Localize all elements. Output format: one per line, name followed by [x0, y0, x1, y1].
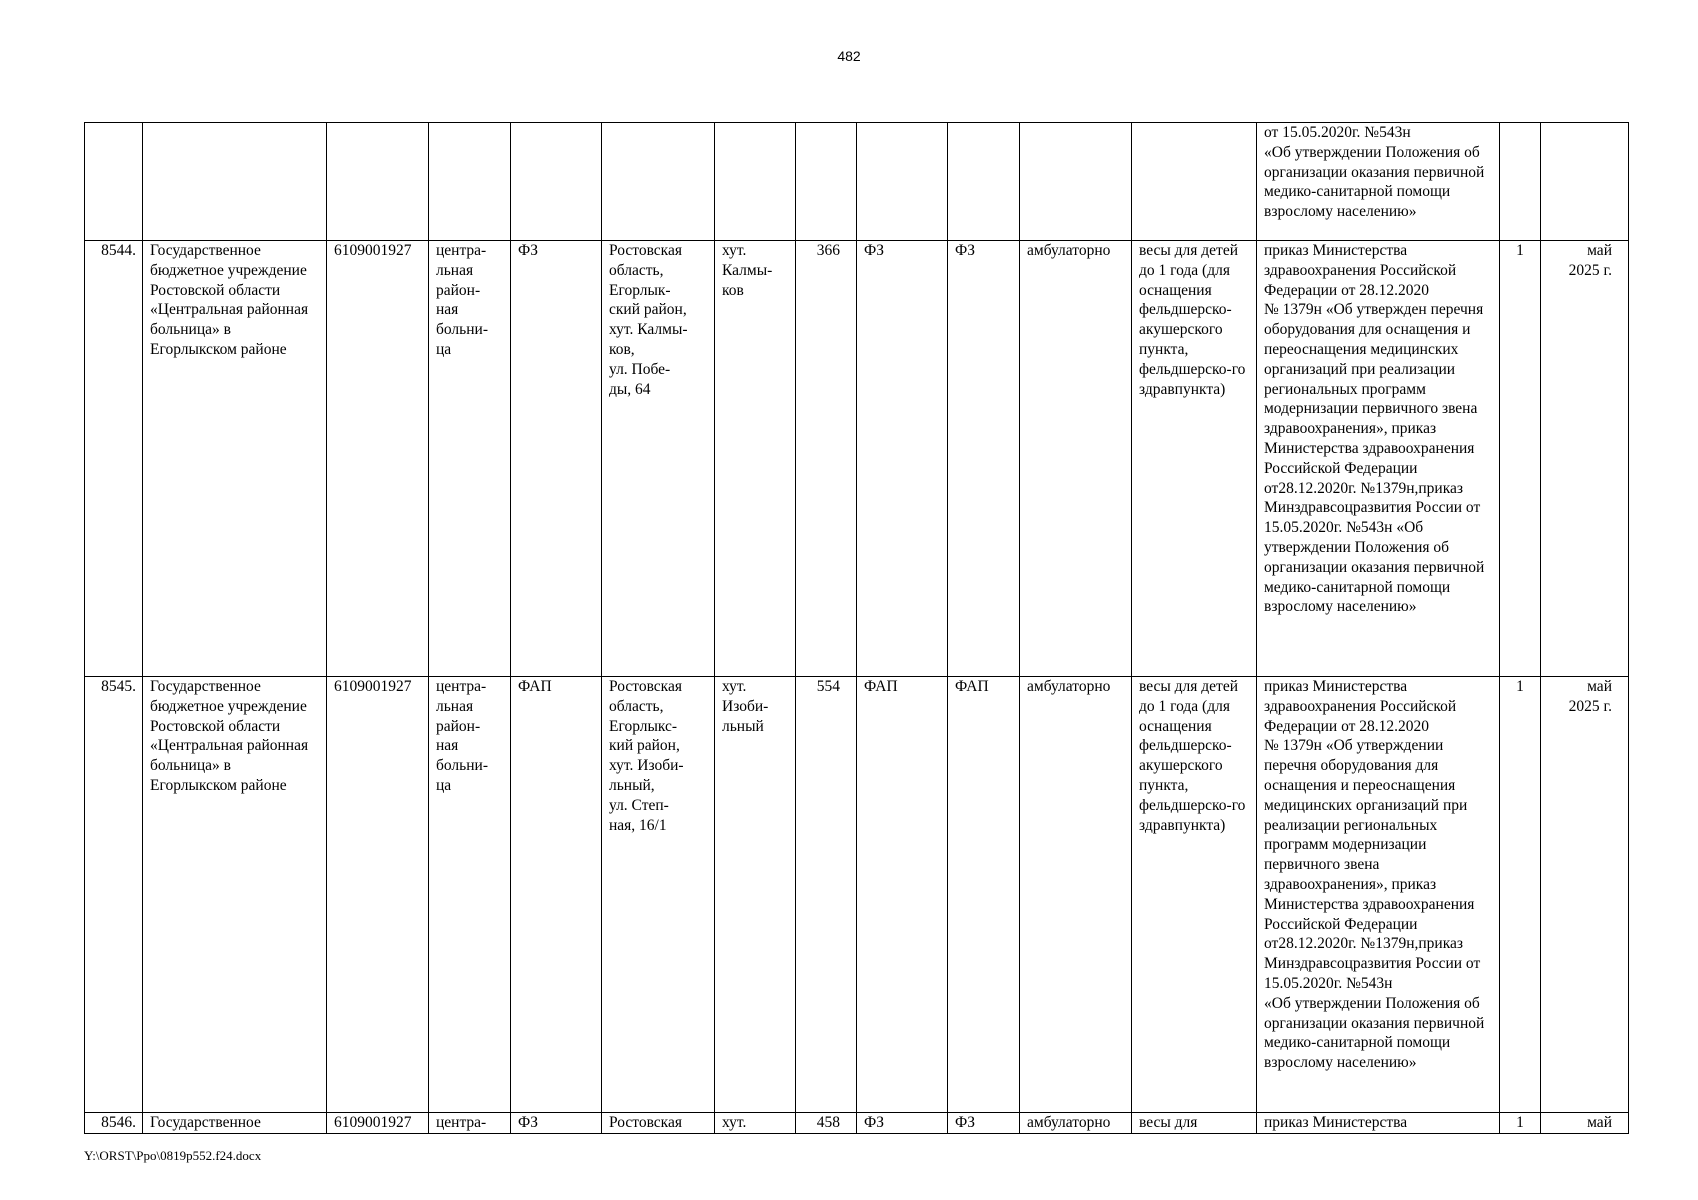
cell-inn	[327, 123, 429, 241]
cell-org: Государственное бюджетное учреждение Ростовской области «Центральная районная больница» в Егорлыкском районе	[143, 241, 327, 677]
cell-org: Государственное бюджетное учреждение Ростовской области «Центральная районная больница» в Егорлыкском районе	[143, 677, 327, 1113]
cell-unit2: ФАП	[857, 677, 948, 1113]
cell-qty: 1	[1500, 241, 1541, 677]
cell-unit3: ФАП	[948, 677, 1020, 1113]
cell-unit: ФЗ	[511, 241, 602, 677]
cell-unit2: ФЗ	[857, 1113, 948, 1134]
cell-org	[143, 123, 327, 241]
cell-mode: амбулаторно	[1020, 677, 1132, 1113]
cell-org: Государственное	[143, 1113, 327, 1134]
cell-mode: амбулаторно	[1020, 241, 1132, 677]
cell-type: центра- льная район- ная больни- ца	[429, 241, 511, 677]
cell-date	[1541, 123, 1629, 241]
equipment-table	[84, 122, 1629, 1134]
cell-type: центра- льная район- ная больни- ца	[429, 677, 511, 1113]
cell-unit: ФАП	[511, 677, 602, 1113]
table-row	[85, 677, 1629, 1113]
cell-population: 366	[796, 241, 857, 677]
cell-equipment: весы для детей до 1 года (для оснащения фельдшерско-акушерского пункта, фельдшерско-го здравпункта)	[1132, 677, 1257, 1113]
cell-type	[429, 123, 511, 241]
cell-mode: амбулаторно	[1020, 1113, 1132, 1134]
cell-inn: 6109001927	[327, 1113, 429, 1134]
cell-address	[602, 123, 715, 241]
cell-qty: 1	[1500, 677, 1541, 1113]
cell-settlement	[715, 123, 796, 241]
cell-settlement: хут. Изоби- льный	[715, 677, 796, 1113]
cell-date: май 2025 г.	[1541, 241, 1629, 677]
cell-population: 458	[796, 1113, 857, 1134]
cell-unit3: ФЗ	[948, 1113, 1020, 1134]
cell-justification: приказ Министерства здравоохранения Российской Федерации от 28.12.2020 № 1379н «Об утвержден перечня оборудования для оснащения и переоснащения медицинских организаций при реализации региональных программ модернизации первичного звена здравоохранения», приказ Министерства здравоохранения Российской Федерации от28.12.2020г. №1379н,приказ Минздравсоцразвития России от 15.05.2020г. №543н «Об утверждении Положения об организации оказания первичной медико-санитарной помощи взрослому населению»	[1257, 241, 1500, 677]
cell-unit	[511, 123, 602, 241]
cell-settlement: хут.	[715, 1113, 796, 1134]
cell-unit3: ФЗ	[948, 241, 1020, 677]
cell-unit3	[948, 123, 1020, 241]
cell-address: Ростовская	[602, 1113, 715, 1134]
cell-justification: приказ Министерства	[1257, 1113, 1500, 1134]
table-row	[85, 241, 1629, 677]
cell-justification: от 15.05.2020г. №543н «Об утверждении Положения об организации оказания первичной медико-санитарной помощи взрослому населению»	[1257, 123, 1500, 241]
cell-date: май 2025 г.	[1541, 677, 1629, 1113]
cell-equipment: весы для детей до 1 года (для оснащения фельдшерско-акушерского пункта, фельдшерско-го здравпункта)	[1132, 241, 1257, 677]
cell-address: Ростовская область, Егорлыкс- кий район, хут. Изоби- льный, ул. Степ- ная, 16/1	[602, 677, 715, 1113]
cell-inn: 6109001927	[327, 241, 429, 677]
cell-qty	[1500, 123, 1541, 241]
cell-population	[796, 123, 857, 241]
cell-inn: 6109001927	[327, 677, 429, 1113]
cell-num: 8545.	[85, 677, 143, 1113]
cell-settlement: хут. Калмы- ков	[715, 241, 796, 677]
cell-equipment: весы для	[1132, 1113, 1257, 1134]
cell-num: 8546.	[85, 1113, 143, 1134]
table-row	[85, 1113, 1629, 1134]
cell-equipment	[1132, 123, 1257, 241]
cell-type: центра-	[429, 1113, 511, 1134]
footer-file-path: Y:\ORST\Ppo\0819p552.f24.docx	[84, 1148, 262, 1163]
cell-address: Ростовская область, Егорлык- ский район, хут. Калмы- ков, ул. Побе- ды, 64	[602, 241, 715, 677]
cell-population: 554	[796, 677, 857, 1113]
cell-mode	[1020, 123, 1132, 241]
cell-unit2: ФЗ	[857, 241, 948, 677]
cell-unit2	[857, 123, 948, 241]
page-number: 482	[837, 48, 861, 64]
cell-num	[85, 123, 143, 241]
table-row	[85, 123, 1629, 241]
cell-unit: ФЗ	[511, 1113, 602, 1134]
cell-date: май	[1541, 1113, 1629, 1134]
cell-justification: приказ Министерства здравоохранения Российской Федерации от 28.12.2020 № 1379н «Об утверждении перечня оборудования для оснащения и переоснащения медицинских организаций при реализации региональных программ модернизации первичного звена здравоохранения», приказ Министерства здравоохранения Российской Федерации от28.12.2020г. №1379н,приказ Минздравсоцразвития России от 15.05.2020г. №543н «Об утверждении Положения об организации оказания первичной медико-санитарной помощи взрослому населению»	[1257, 677, 1500, 1113]
cell-qty: 1	[1500, 1113, 1541, 1134]
cell-num: 8544.	[85, 241, 143, 677]
